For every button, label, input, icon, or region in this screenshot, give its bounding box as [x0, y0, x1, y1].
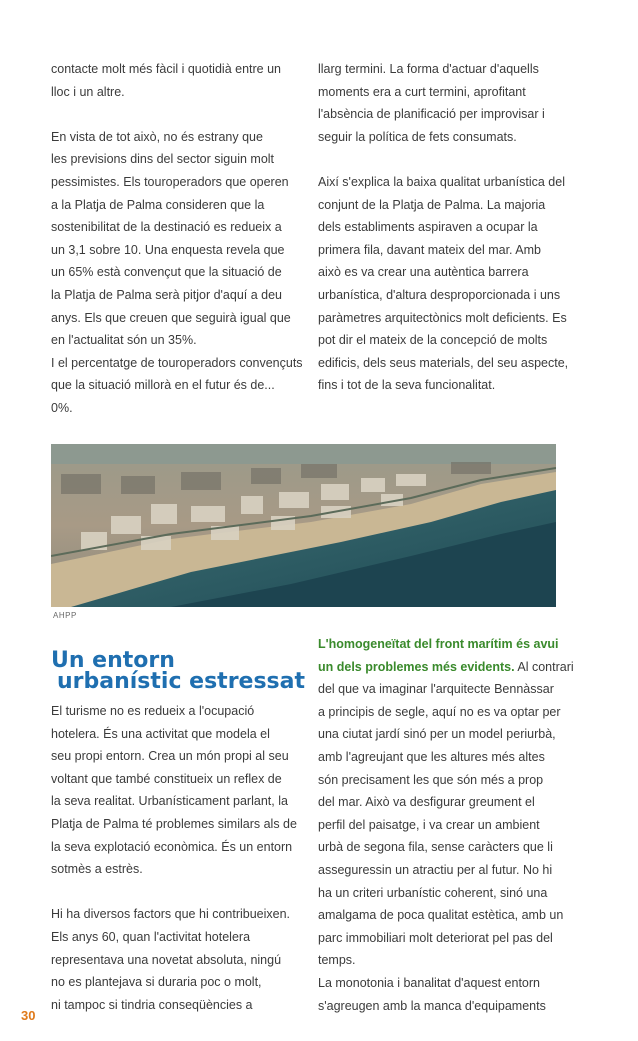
lead-text: un dels problemes més evidents. [318, 659, 515, 674]
lead-line [318, 656, 574, 679]
text-line: edificis, dels seus materials, del seu aspecte, [318, 355, 569, 370]
text-line: del que va imaginar l'arquitecte Bennàssar [318, 682, 554, 697]
text-line: pessimistes. Els touroperadors que operen [51, 174, 289, 189]
text-line: amb l'agreujant que les altures més altes [318, 749, 545, 764]
text-line: parc immobiliari molt deteriorat pel pas del [318, 930, 553, 945]
text-line: a principis de segle, aquí no es va optar per [318, 704, 561, 719]
text-line: són precisament les que són més a prop [318, 772, 544, 787]
text-line: seu propi entorn. Crea un món propi al seu [51, 749, 289, 764]
text-line: fins i tot de la seva funcionalitat. [318, 378, 496, 393]
text-line: ha un criteri urbanístic coherent, sinó una [318, 885, 548, 900]
text-line: En vista de tot això, no és estrany que [51, 129, 263, 144]
text-line: la seva realitat. Urbanísticament parlant, la [51, 794, 288, 809]
section-title-line: Un entorn [51, 648, 175, 673]
lead-line [318, 633, 568, 656]
text-line: Hi ha diversos factors que hi contribueixen. [51, 907, 291, 922]
aerial-photo [51, 444, 556, 607]
text-line: sostenibilitat de la destinació es redueix a [51, 220, 282, 235]
text-line [51, 103, 291, 126]
text-line: I el percentatge de touroperadors convençuts [51, 355, 303, 370]
text-line: ni tampoc si tindria conseqüències a [51, 997, 253, 1012]
text-line: temps. [318, 953, 356, 968]
photo-credit: AHPP [53, 611, 77, 620]
text-line [51, 881, 291, 904]
bottom-left-column [51, 700, 297, 1016]
text-line: Així s'explica la baixa qualitat urbanística del [318, 174, 565, 189]
text-line: anys. Els que creuen que seguirà igual que [51, 310, 291, 325]
page-number: 30 [21, 1008, 36, 1023]
text-line: amalgama de poca qualitat estètica, amb un [318, 908, 564, 923]
text-line: 0%. [51, 400, 73, 415]
text-line: a la Platja de Palma consideren que la [51, 197, 265, 212]
bottom-right-column [318, 633, 574, 1017]
top-left-column [51, 58, 303, 420]
lead-text: L'homogeneïtat del front marítim és avui [318, 637, 559, 651]
text-line: asseguressin un atractiu per al futur. No hi [318, 862, 553, 877]
text-line: paràmetres arquitectònics molt deficients. Es [318, 310, 567, 325]
lead-rest: Al contrari [514, 659, 574, 674]
text-line: El turisme no es redueix a l'ocupació [51, 704, 255, 718]
text-line: urbà de segona fila, sense caràcters que li [318, 840, 553, 855]
text-line: llarg termini. La forma d'actuar d'aquells [318, 62, 539, 76]
text-line: Els anys 60, quan l'activitat hotelera [51, 929, 251, 944]
text-line: l'absència de planificació per improvisar i [318, 107, 545, 122]
text-line: això es va crear una autèntica barrera [318, 265, 529, 280]
text-line: lloc i un altre. [51, 84, 125, 99]
section-title-line: urbanístic estressat [57, 669, 306, 694]
top-right-column [318, 58, 568, 397]
text-line: que la situació millorà en el futur és de... [51, 378, 275, 393]
text-line: voltant que també constitueix un reflex de [51, 771, 282, 786]
text-line: seguir la política de fets consumats. [318, 129, 517, 144]
text-line: contacte molt més fàcil i quotidià entre un [51, 62, 281, 76]
text-line: una ciutat jardí sinó per un model periurbà, [318, 727, 556, 742]
text-line: dels establiments aspiraven a ocupar la [318, 220, 538, 235]
text-line: un 65% està convençut que la situació de [51, 265, 282, 280]
text-line: pot dir el mateix de la concepció de molts [318, 333, 548, 348]
text-line: un 3,1 sobre 10. Una enquesta revela que [51, 242, 285, 257]
text-line: la Platja de Palma serà pitjor d'aquí a deu [51, 287, 282, 302]
text-line: primera fila, davant mateix del mar. Amb [318, 242, 542, 257]
text-line: perfil del paisatge, i va crear un ambient [318, 817, 540, 832]
text-line: hotelera. És una activitat que modela el [51, 726, 270, 741]
section-title [51, 650, 305, 692]
text-line: La monotonia i banalitat d'aquest entorn [318, 975, 540, 990]
text-line: s'agreugen amb la manca d'equipaments [318, 998, 546, 1013]
text-line: en l'actualitat són un 35%. [51, 333, 197, 348]
text-line: representava una novetat absoluta, ningú [51, 952, 282, 967]
text-line: sotmès a estrès. [51, 862, 143, 877]
text-line: urbanística, d'altura desproporcionada i uns [318, 287, 561, 302]
text-line: les previsions dins del sector siguin molt [51, 152, 275, 167]
text-line: del mar. Això va desfigurar greument el [318, 795, 535, 810]
text-line: Platja de Palma té problemes similars als de [51, 816, 297, 831]
text-line: conjunt de la Platja de Palma. La majoria [318, 197, 546, 212]
text-line: moments era a curt termini, aprofitant [318, 84, 526, 99]
text-line: no es plantejava si duraria poc o molt, [51, 975, 262, 990]
text-line [318, 148, 568, 171]
text-line: la seva explotació econòmica. És un entorn [51, 839, 293, 854]
